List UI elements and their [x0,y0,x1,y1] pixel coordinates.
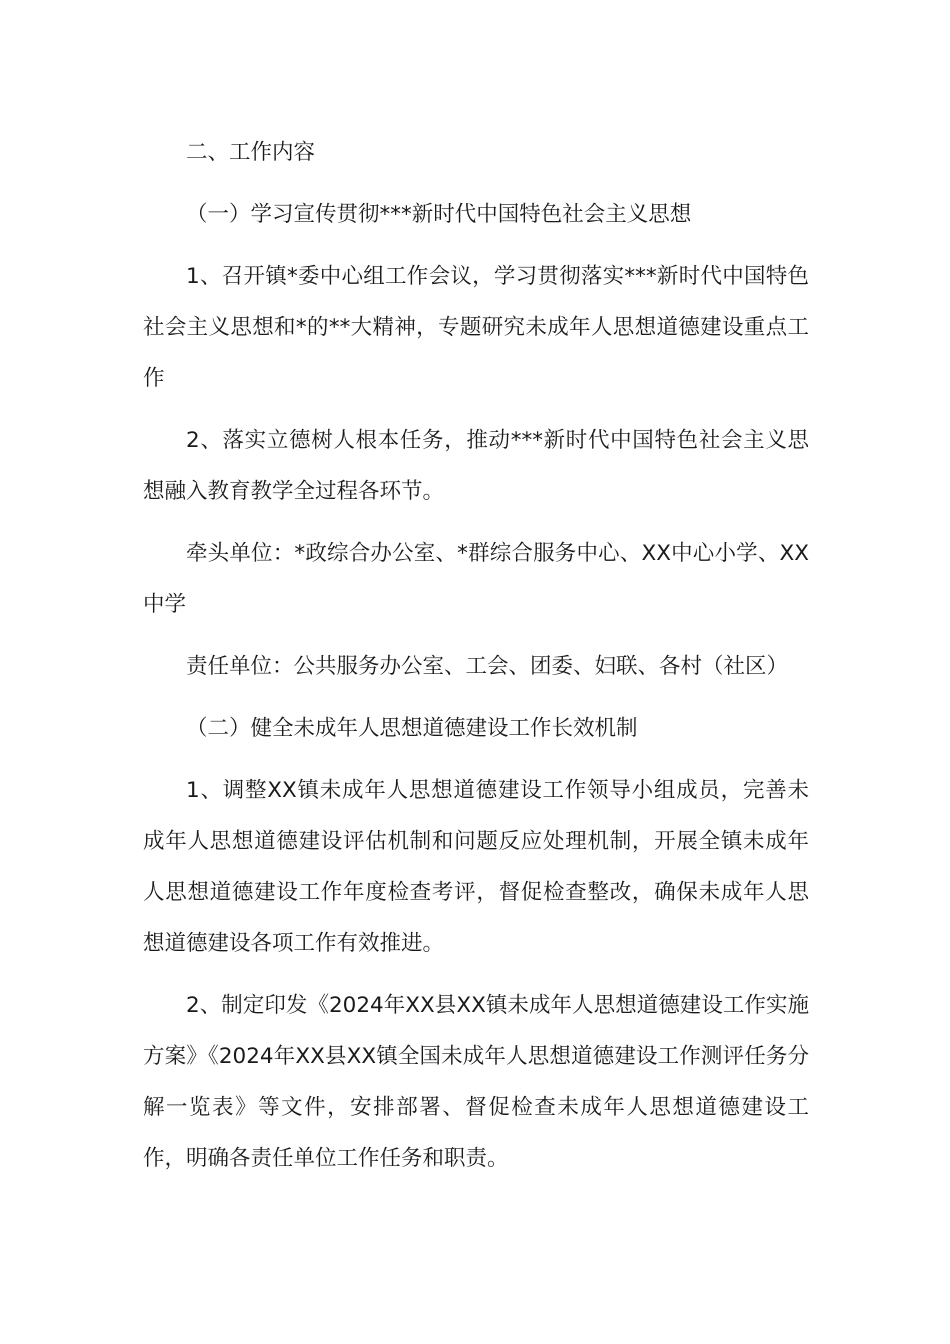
subsection-1-item-2: 2、落实立德树人根本任务，推动***新时代中国特色社会主义思想融入教育教学全过程各环节。 [143,428,809,504]
responsible-units: 责任单位：公共服务办公室、工会、团委、妇联、各村（社区） [186,654,789,679]
document-body [143,127,809,1195]
subsection-title-2: （二）健全未成年人思想道德建设工作长效机制 [186,716,638,741]
section-title: 二、工作内容 [186,140,316,165]
subsection-1-item-1: 1、召开镇*委中心组工作会议，学习贯彻落实***新时代中国特色社会主义思想和*的**大精神，专题研究未成年人思想道德建设重点工作 [143,264,809,391]
subsection-title-1: （一）学习宣传贯彻***新时代中国特色社会主义思想 [186,202,692,227]
lead-units: 牵头单位：*政综合办公室、*群综合服务中心、XX中心小学、XX中学 [143,541,809,617]
subsection-2-item-1: 1、调整XX镇未成年人思想道德建设工作领导小组成员，完善未成年人思想道德建设评估机制和问题反应处理机制，开展全镇未成年人思想道德建设工作年度检查考评，督促检查整改，确保未成年人思想道德建设各项工作有效推进。 [143,778,809,956]
subsection-2-item-2: 2、制定印发《2024年XX县XX镇未成年人思想道德建设工作实施方案》《2024年XX县XX镇全国未成年人思想道德建设工作测评任务分解一览表》等文件，安排部署、督促检查未成年人思想道德建设工作，明确各责任单位工作任务和职责。 [143,993,809,1171]
